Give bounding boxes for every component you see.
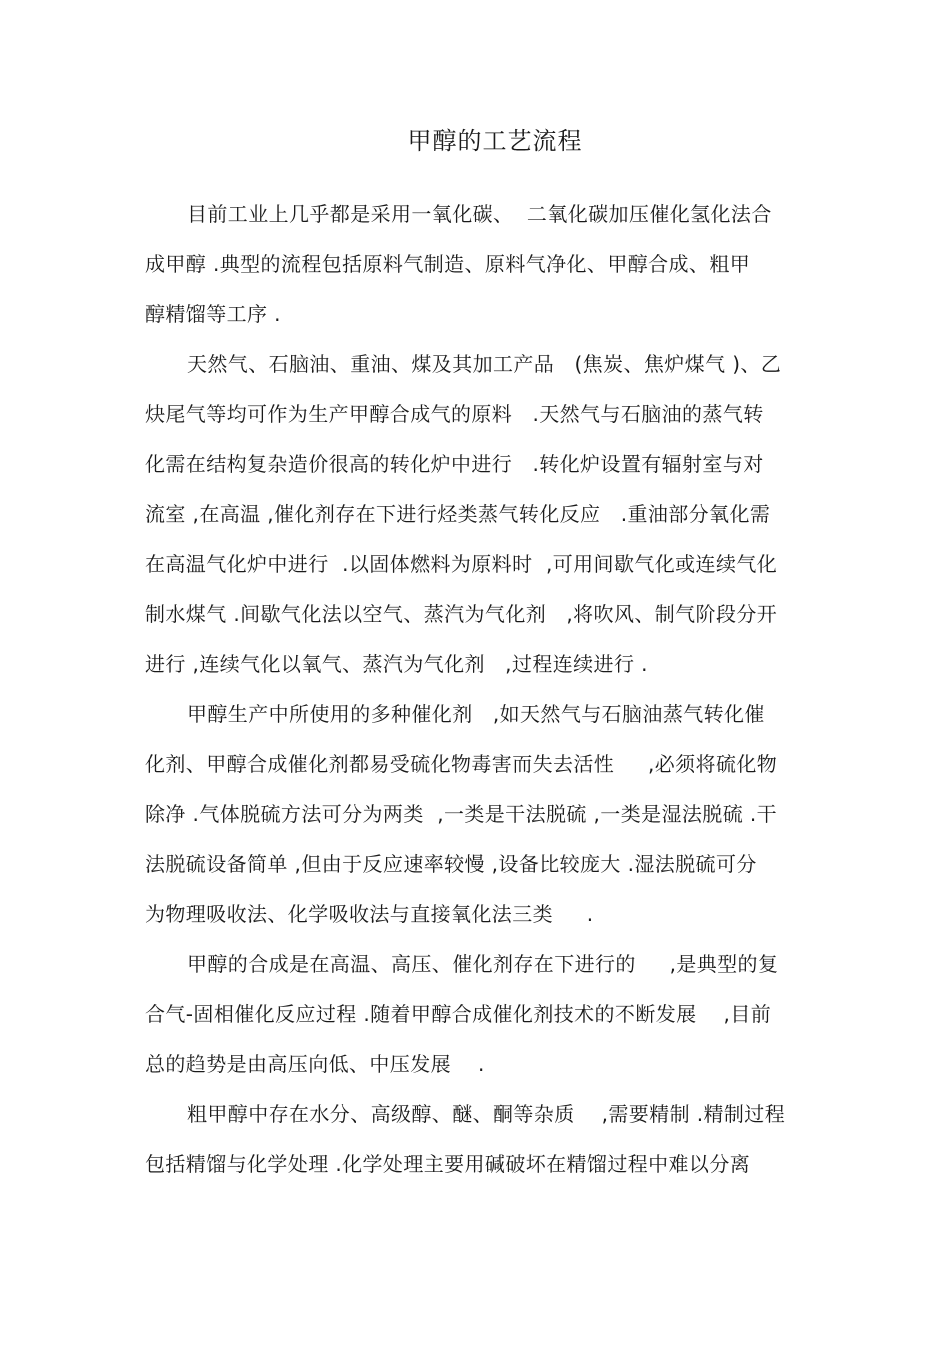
paragraph-line: 化剂、甲醇合成催化剂都易受硫化物毒害而失去活性 ,必须将硫化物 [145,752,778,776]
paragraph-line: 合气-固相催化反应过程 .随着甲醇合成催化剂技术的不断发展 ,目前 [145,1002,772,1026]
paragraph-line: 甲醇的合成是在高温、高压、催化剂存在下进行的 ,是典型的复 [187,952,779,976]
paragraph-line: 天然气、石脑油、重油、煤及其加工产品 (焦炭、焦炉煤气 )、乙 [187,352,782,376]
page-title: 甲醇的工艺流程 [407,127,583,155]
paragraph-line: 包括精馏与化学处理 .化学处理主要用碱破坏在精馏过程中难以分离 [145,1152,751,1176]
paragraph-line: 进行 ,连续气化以氧气、蒸汽为气化剂 ,过程连续进行 . [145,652,648,676]
paragraph-line: 总的趋势是由高压向低、中压发展 . [145,1052,485,1076]
paragraph-line: 在高温气化炉中进行 .以固体燃料为原料时 ,可用间歇气化或连续气化 [145,552,778,576]
paragraph-line: 成甲醇 .典型的流程包括原料气制造、原料气净化、甲醇合成、粗甲 [145,252,751,276]
paragraph-line: 粗甲醇中存在水分、高级醇、醚、酮等杂质 ,需要精制 .精制过程 [187,1102,786,1126]
paragraph-line: 制水煤气 .间歇气化法以空气、蒸汽为气化剂 ,将吹风、制气阶段分开 [145,602,778,626]
paragraph-line: 除净 .气体脱硫方法可分为两类 ,一类是干法脱硫 ,一类是湿法脱硫 .干 [145,802,778,826]
paragraph-line: 炔尾气等均可作为生产甲醇合成气的原料 .天然气与石脑油的蒸气转 [145,402,764,426]
paragraph-line: 甲醇生产中所使用的多种催化剂 ,如天然气与石脑油蒸气转化催 [187,702,765,726]
paragraph-line: 化需在结构复杂造价很高的转化炉中进行 .转化炉设置有辐射室与对 [145,452,764,476]
paragraph-line: 流室 ,在高温 ,催化剂存在下进行烃类蒸气转化反应 .重油部分氧化需 [145,502,771,526]
paragraph-line: 为物理吸收法、化学吸收法与直接氧化法三类 . [145,902,594,926]
paragraph-line: 目前工业上几乎都是采用一氧化碳、 二氧化碳加压催化氢化法合 [187,202,772,226]
paragraph-line: 法脱硫设备简单 ,但由于反应速率较慢 ,设备比较庞大 .湿法脱硫可分 [145,852,757,876]
paragraph-line: 醇精馏等工序 . [145,302,281,326]
